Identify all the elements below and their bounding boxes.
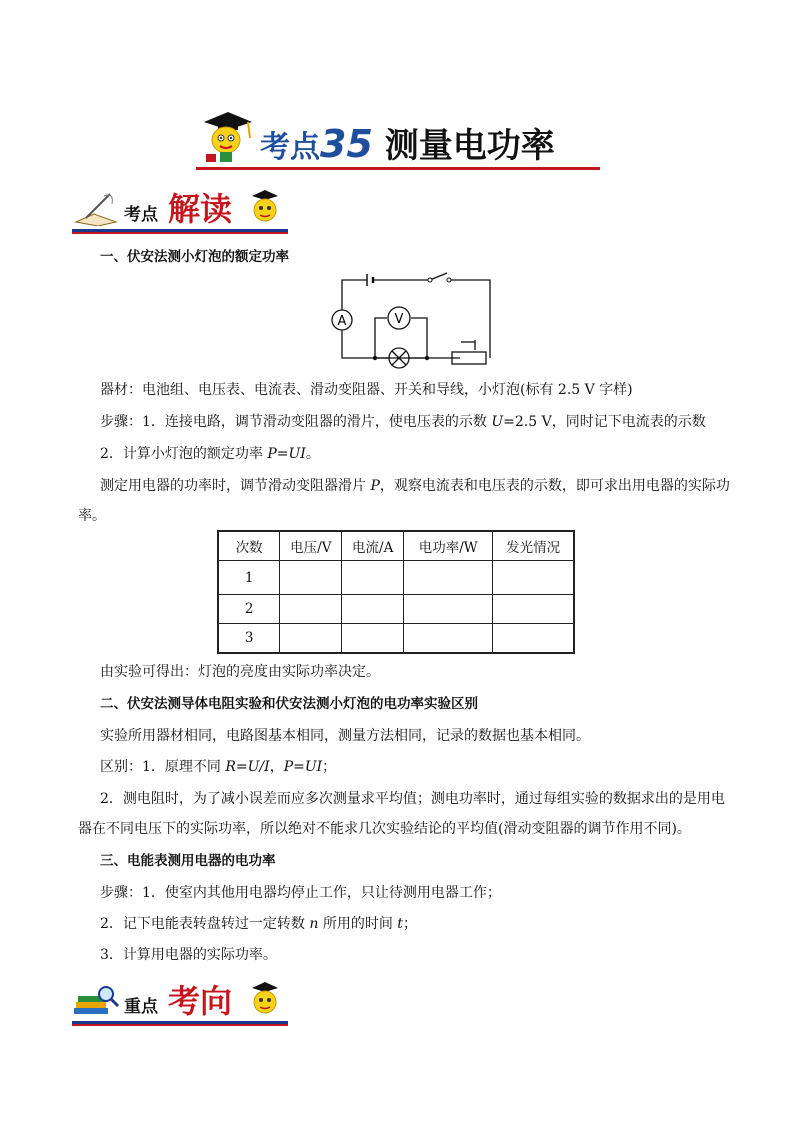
diff1-v1: R=U/I <box>225 759 270 775</box>
measure1-b: ，观察电流表和电压表的示数，即可求出用电器的实际功 <box>379 478 730 494</box>
table-cell: 3 <box>218 624 280 654</box>
data-table <box>217 530 575 654</box>
table-row <box>218 595 574 624</box>
banner2-rule <box>72 1021 288 1026</box>
banner1-rule <box>72 229 288 234</box>
meter-step2-text <box>100 914 417 934</box>
meter2-a: 2．记下电能表转盘转过一定转数 <box>100 916 310 932</box>
diff2-text-2: 器在不同电压下的实际功率，所以绝对不能求几次实验结论的平均值(滑动变阻器的调节作用不同)。 <box>78 821 691 837</box>
section1-heading: 一、伏安法测小灯泡的额定功率 <box>100 249 289 265</box>
step1-var: U <box>491 414 504 430</box>
same-text: 实验所用器材相同，电路图基本相同，测量方法相同，记录的数据也基本相同。 <box>100 728 590 744</box>
step2-text <box>100 444 320 464</box>
banner-zhongdian-kaoxiang <box>72 976 288 1026</box>
table-header-cell: 发光情况 <box>493 531 574 561</box>
banner2-small-text: 重点 <box>124 997 158 1017</box>
table-cell <box>493 561 574 595</box>
step1-text <box>100 412 706 432</box>
table-cell <box>280 595 342 624</box>
table-header-cell: 电功率/W <box>404 531 493 561</box>
table-header-cell: 次数 <box>218 531 280 561</box>
banner2-big-text: 考向 <box>168 982 233 1020</box>
section3-heading: 三、电能表测用电器的电功率 <box>100 853 276 869</box>
equipment-text: 器材：电池组、电压表、电流表、滑动变阻器、开关和导线，小灯泡(标有 2.5 V 字样) <box>100 382 633 398</box>
table-cell <box>342 561 404 595</box>
voltmeter-label: V <box>394 312 404 327</box>
circuit-diagram <box>325 270 495 370</box>
scholar-mascot-icon <box>196 108 256 168</box>
banner1-big-text: 解读 <box>168 190 233 228</box>
table-cell: 1 <box>218 561 280 595</box>
table-header-cell: 电流/A <box>342 531 404 561</box>
diff1-b: ； <box>322 759 337 775</box>
diff1-sep: ， <box>269 759 284 775</box>
meter2-b: 所用的时间 <box>318 916 398 932</box>
measure-text-2: 率。 <box>78 508 106 524</box>
book-quill-icon <box>74 192 118 226</box>
table-cell <box>493 624 574 654</box>
table-cell <box>404 561 493 595</box>
step2-b: 。 <box>305 446 320 462</box>
table-row <box>218 561 574 595</box>
table-cell <box>342 595 404 624</box>
table-header-row <box>218 531 574 561</box>
meter2-c: ； <box>402 916 417 932</box>
banner1-small-text: 考点 <box>124 205 158 225</box>
step1-b: =2.5 V，同时记下电流表的示数 <box>503 414 706 430</box>
meter-step1-text: 步骤：1．使室内其他用电器均停止工作，只让待测用电器工作； <box>100 885 501 901</box>
meter2-v2: t <box>397 916 403 932</box>
step2-a: 2．计算小灯泡的额定功率 <box>100 446 268 462</box>
table-header-cell: 电压/V <box>280 531 342 561</box>
title-underline <box>196 167 600 170</box>
table-cell <box>404 595 493 624</box>
table-cell: 2 <box>218 595 280 624</box>
page-title-block <box>196 108 600 170</box>
table-cell <box>280 624 342 654</box>
page-title <box>260 118 555 167</box>
measure-text-1 <box>100 476 730 496</box>
banner-kaodian-jiedu <box>72 184 288 234</box>
books-magnifier-icon <box>72 984 120 1020</box>
meter-step3-text: 3．计算用电器的实际功率。 <box>100 947 277 963</box>
diff1-v2: P=UI <box>283 759 323 775</box>
table-cell <box>280 561 342 595</box>
section2-heading: 二、伏安法测导体电阻实验和伏安法测小灯泡的电功率实验区别 <box>100 696 478 712</box>
table-cell <box>493 595 574 624</box>
step2-var: P=UI <box>267 446 306 462</box>
mascot-icon <box>248 980 282 1018</box>
title-prefix: 考点 <box>260 130 320 165</box>
table-cell <box>342 624 404 654</box>
step1-a: 步骤：1．连接电路，调节滑动变阻器的滑片，使电压表的示数 <box>100 414 492 430</box>
diff1-text <box>100 757 336 777</box>
conclusion-text: 由实验可得出：灯泡的亮度由实际功率决定。 <box>100 664 380 680</box>
meter2-v1: n <box>309 916 319 932</box>
ammeter-label: A <box>337 314 347 329</box>
table-row <box>218 624 574 654</box>
diff1-a: 区别：1．原理不同 <box>100 759 226 775</box>
table-cell <box>404 624 493 654</box>
title-number: 35 <box>320 122 373 166</box>
measure1-a: 测定用电器的功率时，调节滑动变阻器滑片 <box>100 478 371 494</box>
measure1-var: P <box>370 478 380 494</box>
title-main: 测量电功率 <box>384 126 555 166</box>
mascot-icon <box>248 188 282 226</box>
diff2-text-1: 2．测电阻时，为了减小误差而应多次测量求平均值；测电功率时，通过每组实验的数据求出的是用电 <box>100 791 725 807</box>
